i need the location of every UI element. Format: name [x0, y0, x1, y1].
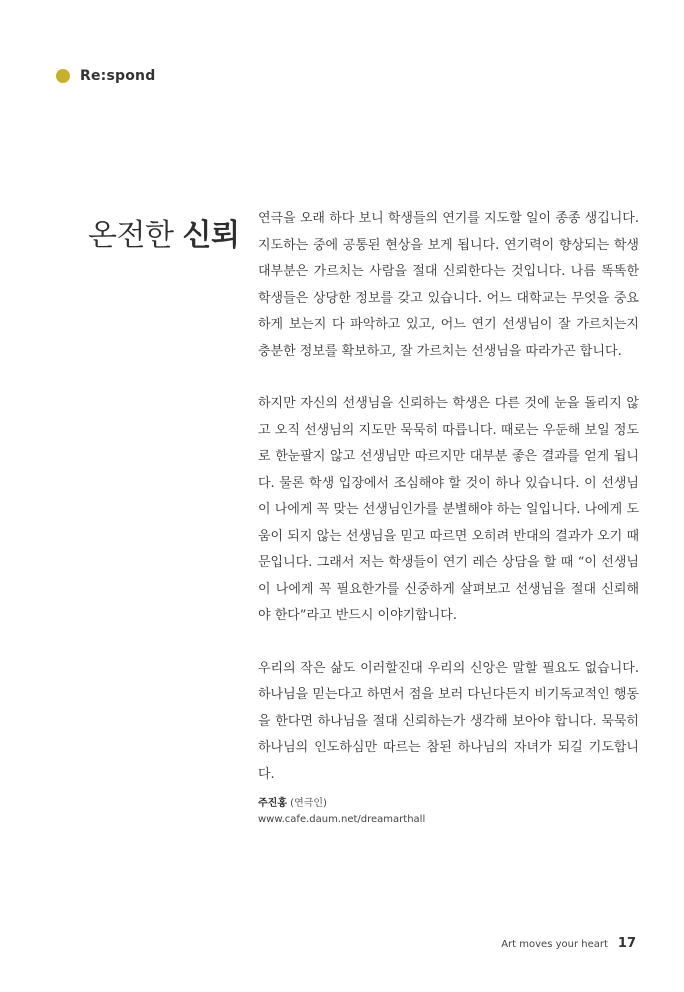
author-line	[258, 796, 425, 812]
paragraph-2: 하지만 자신의 선생님을 신뢰하는 학생은 다른 것에 눈을 돌리지 않고 오직 선생님의 지도만 묵묵히 따릅니다. 때로는 우둔해 보일 정도로 한눈팔지 않고 선생님만 따르지만 대부분 좋은 결과를 얻게 됩니다. 물론 학생 입장에서 조심해야 할 것이 하나 있습니다. 이 선생님이 나에게 꼭 맞는 선생님인가를 분별해야 하는 일입니다. 나에게 도움이 되지 않는 선생님을 믿고 따르면 오히려 반대의 결과가 오기 때문입니다. 그래서 저는 학생들이 연기 레슨 상담을 할 때 “이 선생님이 나에게 꼭 필요한가를 신중하게 살펴보고 선생님을 절대 신뢰해야 한다”라고 반드시 이야기합니다.	[258, 396, 639, 623]
section-label: Re:spond	[80, 68, 156, 84]
article-body	[258, 206, 639, 814]
title-part-2: 신뢰	[182, 218, 240, 253]
author-url[interactable]: www.cafe.daum.net/dreamarthall	[258, 814, 426, 825]
author-name: 주진홍	[258, 798, 287, 809]
title-part-1: 온전한	[88, 218, 183, 253]
section-header	[56, 68, 155, 84]
yellow-dot-icon	[56, 69, 70, 83]
article-title	[88, 210, 239, 254]
paragraph-3: 우리의 작은 삶도 이러할진대 우리의 신앙은 말할 필요도 없습니다. 하나님을 믿는다고 하면서 점을 보러 다닌다든지 비기독교적인 행동을 한다면 하나님을 절대 신뢰하는가 생각해 보아야 합니다. 묵묵히 하나님의 인도하심만 따르는 참된 하나님의 자녀가 되길 기도합니다.	[258, 660, 639, 782]
footer-tagline: Art moves your heart	[501, 939, 608, 950]
page-footer	[501, 936, 636, 951]
page-number: 17	[617, 936, 636, 951]
author-role: (연극인)	[290, 798, 327, 809]
author-credit	[258, 796, 425, 828]
paragraph-1: 연극을 오래 하다 보니 학생들의 연기를 지도할 일이 종종 생깁니다. 지도하는 중에 공통된 현상을 보게 됩니다. 연기력이 향상되는 학생 대부분은 가르치는 사람을 절대 신뢰한다는 것입니다. 나름 똑똑한 학생들은 상당한 정보를 갖고 있습니다. 어느 대학교는 무엇을 중요하게 보는지 다 파악하고 있고, 어느 연기 선생님이 잘 가르치는지 충분한 정보를 확보하고, 잘 가르치는 선생님을 따라가곤 합니다.	[258, 211, 639, 359]
